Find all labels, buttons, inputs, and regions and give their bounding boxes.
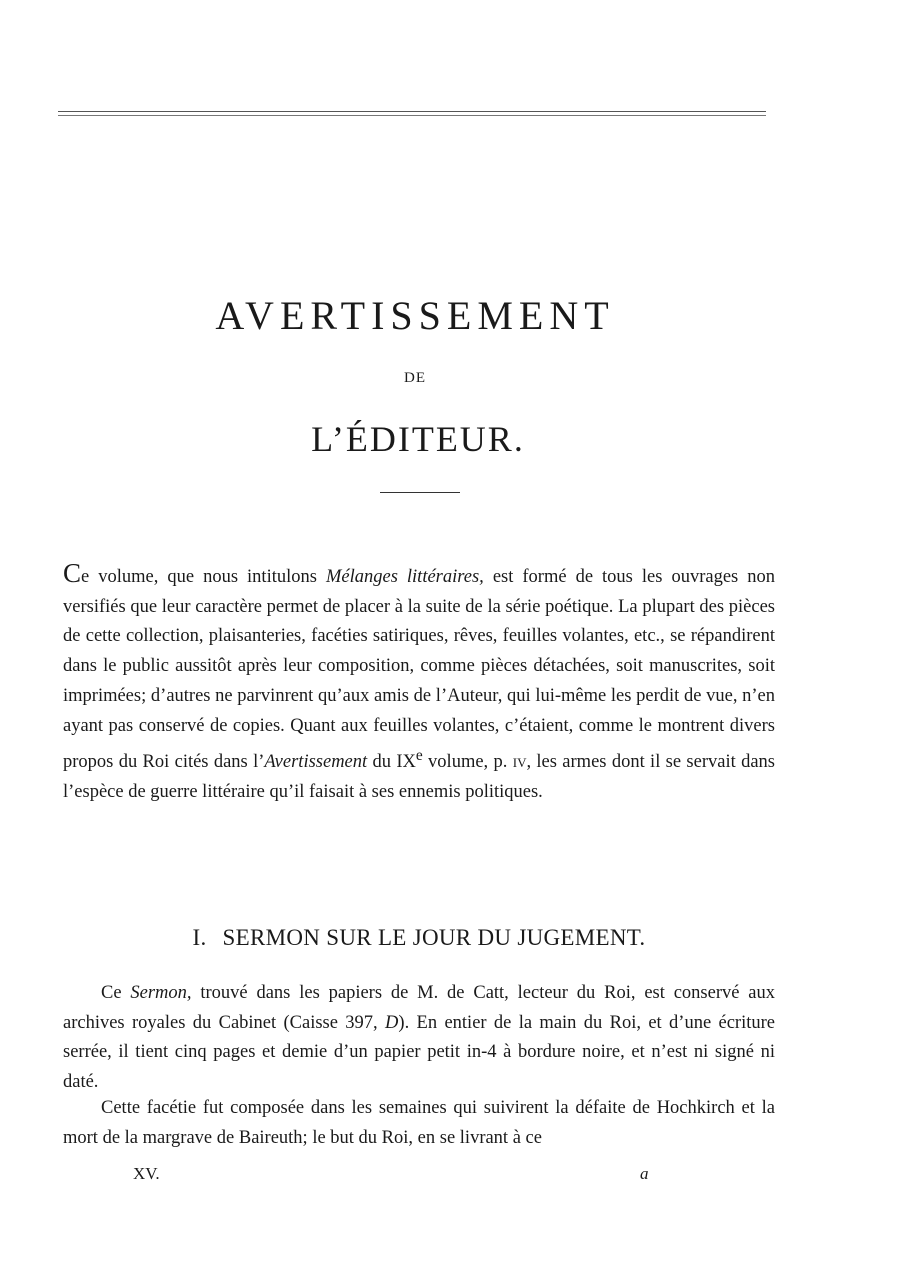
page-subtitle: L’ÉDITEUR. — [311, 419, 525, 459]
dropcap: C — [63, 558, 82, 588]
intro-text-4: volume, p. — [422, 752, 513, 773]
intro-italic-avertissement: Avertissement — [264, 752, 368, 773]
sermon-text-3: ). En entier de la main du Roi, et d’une écriture serrée, il tient cinq pages et demie d’un papier petit in-4 à bordure noire, et n’est ni signé ni daté. — [63, 1012, 775, 1093]
intro-text-5: , les armes dont il se servait dans l’espèce de guerre littéraire qu’il faisait à ses ennemis politiques. — [63, 752, 775, 803]
section-number: I. — [192, 925, 207, 950]
intro-text-1: e volume, que nous intitulons — [81, 567, 326, 587]
sermon-paragraph-2: Cette facétie fut composée dans les semaines qui suivirent la défaite de Hochkirch et la mort de la margrave de Baireuth; le but du Roi, en se livrant à ce — [63, 1098, 775, 1148]
volume-marker: XV. — [133, 1164, 160, 1183]
intro-superscript: e — [415, 747, 423, 765]
sermon-text-2: trouvé dans les papiers de M. de Catt, lecteur du Roi, est conservé aux archives royales du Cabinet (Caisse 397, — [63, 983, 775, 1033]
title-divider — [380, 492, 460, 493]
sermon-italic-word: Sermon, — [130, 983, 192, 1003]
sermon-italic-letter: D — [385, 1012, 399, 1033]
intro-text-3: du IX — [367, 752, 416, 773]
intro-italic-title: Mélanges littéraires, — [325, 567, 484, 587]
sermon-text-1: Ce — [101, 983, 131, 1003]
top-double-rule — [58, 111, 766, 117]
signature-mark: a — [640, 1164, 649, 1183]
intro-text-2: est formé de tous les ouvrages non versifiés que leur caractère permet de placer à la suite de la série poétique. La plupart des pièces de cette collection, plaisanteries, facéties satiriques, rêves, feuilles volantes, etc., se répandirent dans le public aussitôt après leur composition, comme pièces détachées, soit manuscrites, soit imprimées; d’autres ne parvinrent qu’aux amis de l’Auteur, qui lui-même les perdit de vue, n’en ayant pas conservé de copies. Quant aux feuilles volantes, c’étaient, comme le montrent divers propos du Roi cités dans l’ — [63, 567, 775, 773]
section-heading — [0, 925, 838, 951]
sermon-paragraph-1 — [63, 979, 775, 1098]
title-connector: DE — [404, 370, 426, 386]
intro-paragraph — [63, 560, 775, 808]
page-title: AVERTISSEMENT — [215, 293, 615, 338]
intro-page-ref: iv — [512, 752, 527, 773]
section-title: SERMON SUR LE JOUR DU JUGEMENT. — [222, 925, 646, 950]
